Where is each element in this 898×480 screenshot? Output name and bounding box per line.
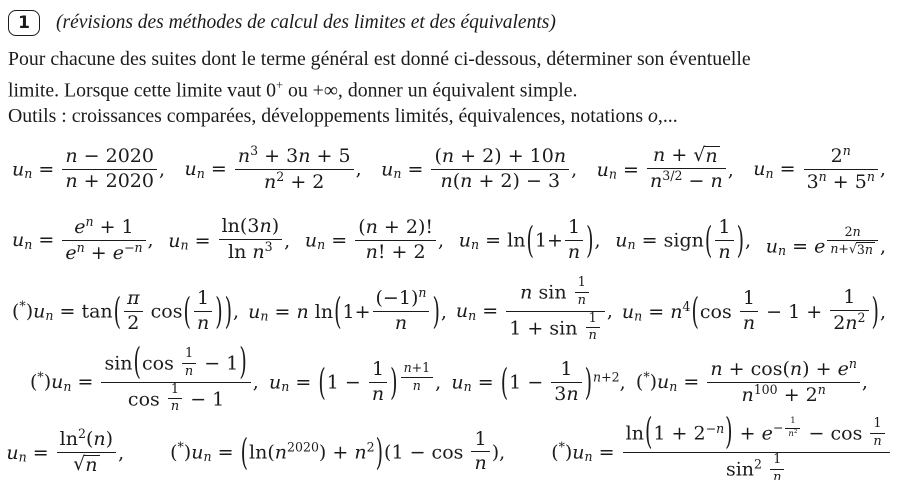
formula: $u_n = n^4(\cos$ $\frac{1}{n}$ − 1 + $\frac{1}{2n^2}$ ), (621, 286, 886, 335)
formula: $(^*)u_n$ = $\frac{n + \cos(n) + e^n}{n^{100} + 2^n}$ , (635, 355, 868, 406)
exercise-number: 1 (18, 13, 30, 33)
formula: $u_n = \ln(1+$ $\frac{1}{n}$ ), (458, 215, 601, 263)
formula: $u_n = (1$ − $\frac{1}{3n}$ )$^{n+2}$, (451, 357, 626, 405)
formula-row (8, 135, 890, 206)
zero-plus-superscript: + (276, 77, 283, 92)
formula-row (8, 274, 890, 348)
notation-o: o (647, 104, 658, 127)
intro-line-2-pre: limite. Lorsque cette limite vaut 0 (8, 79, 277, 102)
formula: $u_n$ = $\frac{e^n + 1}{e^n + e^{-n}}$ , (12, 213, 154, 264)
intro-line-2 (8, 73, 890, 104)
formula: $u_n = (1$ − $\frac{1}{n}$ ) $^{\frac{n+1}{n}}$ , (269, 357, 442, 405)
intro-line-3-post: ,... (657, 104, 678, 127)
formula: $u_n$ = $\ln^2(n)$ √ n , (6, 426, 125, 476)
formula: $u_n$ = $\frac{\ln(3n)}{\ln n^3}$ , (168, 215, 291, 264)
formula: $u_n$ = $\frac{n - 2020}{n + 2020}$ , (12, 144, 166, 192)
formula: $u_n$ = $\frac{2^n}{3^n + 5^n}$ , (753, 142, 886, 193)
formula: $u_n$ = $\frac{(n + 2) + 10n}{n(n + 2) - 3}$ , (381, 144, 578, 192)
formula-row (8, 341, 890, 419)
formula: $(^*)u_n = (\ln(n^{2020}) + n^2)(1 - \cos$ $\frac{1}{n}$ ), (170, 427, 506, 475)
formula-row (8, 206, 890, 277)
formula: $(^*)u_n$ = $\ln(1 + 2^{-n}) + e^{- \frac{1}{n^2}}$ − cos $\frac{1}{n}$ $\sin^2$ $\frac{1}{n}$ (551, 419, 892, 480)
formula: $u_n$ = n + √ n $n^{3/2} - n$ , (596, 144, 734, 193)
formula: $u_n$ = sign( $\frac{1}{n}$ ), (615, 215, 752, 263)
formula-rows (8, 135, 890, 480)
exercise-number-box (8, 10, 40, 36)
exercise-header (8, 8, 890, 38)
formula: $u_n$ = $\frac{n^3 + 3n + 5}{n^2 + 2}$ , (184, 142, 362, 193)
formula: $u_n = e$ $^{2n n+ √ 3n}$ , (765, 223, 886, 258)
intro-line-3-pre: Outils : croissances comparées, développements limités, équivalences, notations (8, 104, 648, 127)
intro-paragraph (8, 47, 890, 129)
formula: $(^*)u_n = \tan$( $\frac{\pi}{2}$ cos( $\frac{1}{n}$ ) ), (12, 286, 240, 334)
intro-line-2-post: ou +∞, donner un équivalent simple. (283, 79, 578, 102)
intro-line-1: Pour chacune des suites dont le terme général est donné ci-dessous, déterminer son éventuelle (8, 48, 751, 70)
exercise-title: (révisions des méthodes de calcul des limites et des équivalents) (56, 12, 556, 33)
intro-line-3 (8, 104, 890, 130)
formula: $u_n = n$ ln(1+ $\frac{(-1)^n}{n}$ ), (248, 285, 447, 335)
formula: $u_n$ = n sin $\frac{1}{n}$ 1 + sin $\frac{1}{n}$ , (455, 274, 613, 344)
formula: $u_n$ = $\frac{(n + 2)!}{n! + 2}$ , (304, 215, 445, 263)
formula-row (6, 411, 890, 480)
formula: $(^*)u_n$ = sin(cos $\frac{1}{n}$ − 1) cos $\frac{1}{n}$ − 1 , (30, 341, 259, 415)
